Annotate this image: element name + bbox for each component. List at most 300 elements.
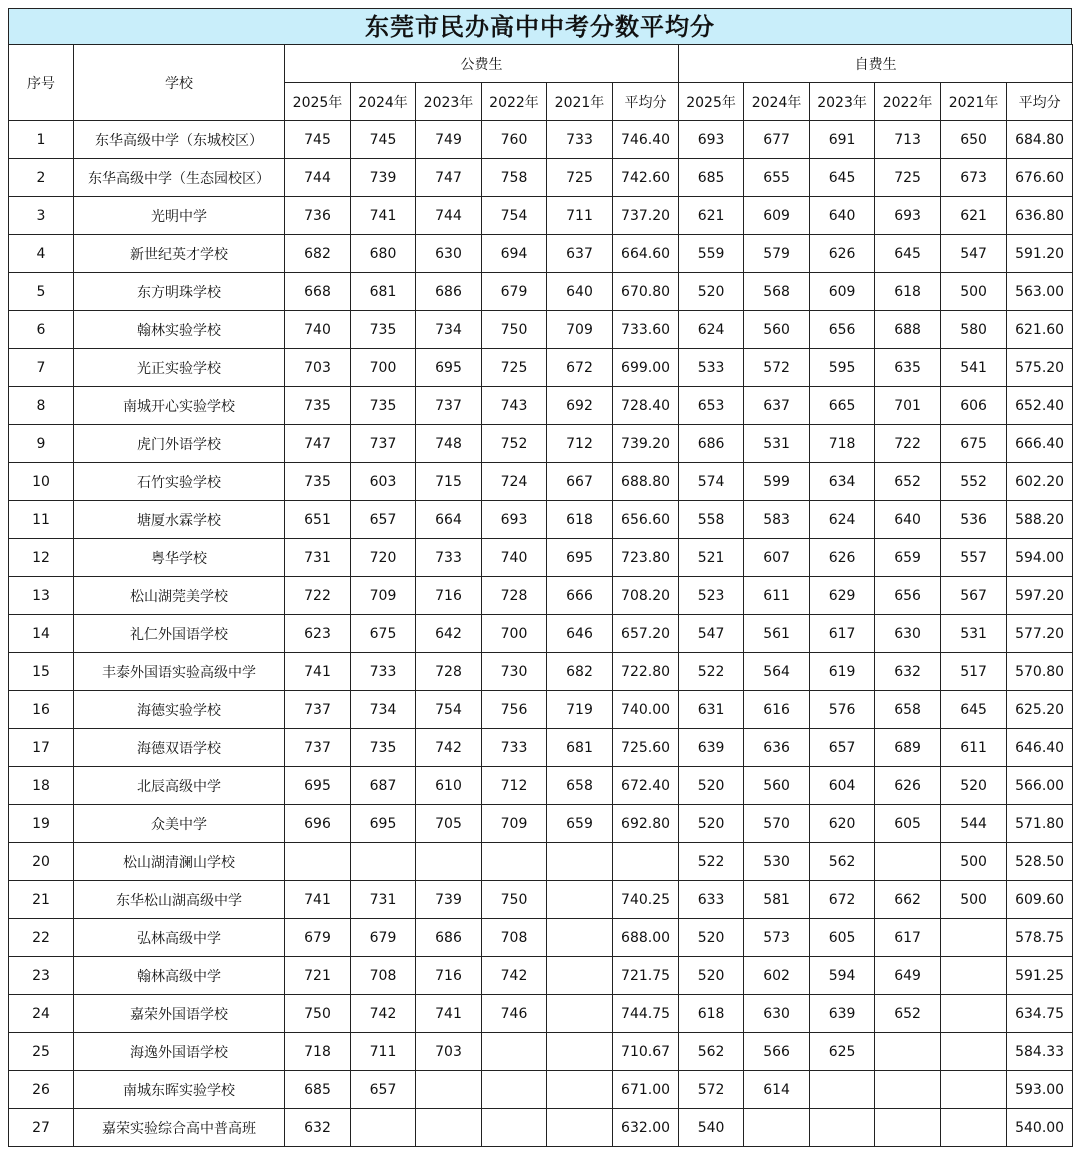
self-score-cell: 631 bbox=[679, 691, 744, 729]
self-score-cell: 591.20 bbox=[1007, 235, 1073, 273]
public-score-cell: 658 bbox=[547, 767, 613, 805]
self-score-cell bbox=[941, 1071, 1007, 1109]
self-score-cell: 713 bbox=[875, 121, 941, 159]
public-score-cell: 632 bbox=[285, 1109, 351, 1147]
self-score-cell: 520 bbox=[679, 919, 744, 957]
self-score-cell: 640 bbox=[875, 501, 941, 539]
row-index: 9 bbox=[9, 425, 74, 463]
public-score-cell: 737 bbox=[285, 729, 351, 767]
row-index: 17 bbox=[9, 729, 74, 767]
self-score-cell: 652 bbox=[875, 995, 941, 1033]
public-score-cell: 725 bbox=[547, 159, 613, 197]
public-score-cell: 724 bbox=[482, 463, 547, 501]
self-score-cell bbox=[875, 843, 941, 881]
self-score-cell: 722 bbox=[875, 425, 941, 463]
public-score-cell: 750 bbox=[285, 995, 351, 1033]
school-name: 海德实验学校 bbox=[74, 691, 285, 729]
table-row bbox=[9, 539, 1073, 577]
self-score-cell: 521 bbox=[679, 539, 744, 577]
self-score-cell: 620 bbox=[810, 805, 875, 843]
self-score-cell: 570.80 bbox=[1007, 653, 1073, 691]
self-score-cell: 688 bbox=[875, 311, 941, 349]
self-score-cell: 541 bbox=[941, 349, 1007, 387]
self-score-cell bbox=[941, 957, 1007, 995]
self-score-cell: 624 bbox=[810, 501, 875, 539]
public-score-cell: 716 bbox=[416, 577, 482, 615]
public-score-cell: 681 bbox=[547, 729, 613, 767]
self-score-cell: 684.80 bbox=[1007, 121, 1073, 159]
public-score-cell: 657.20 bbox=[613, 615, 679, 653]
public-score-cell bbox=[613, 843, 679, 881]
public-score-cell: 679 bbox=[482, 273, 547, 311]
row-index: 25 bbox=[9, 1033, 74, 1071]
header-self-year: 平均分 bbox=[1007, 83, 1073, 121]
self-score-cell: 523 bbox=[679, 577, 744, 615]
public-score-cell: 695 bbox=[416, 349, 482, 387]
self-score-cell: 656 bbox=[810, 311, 875, 349]
public-score-cell: 721.75 bbox=[613, 957, 679, 995]
table-row bbox=[9, 387, 1073, 425]
self-score-cell bbox=[941, 1109, 1007, 1147]
public-score-cell: 721 bbox=[285, 957, 351, 995]
row-index: 19 bbox=[9, 805, 74, 843]
self-score-cell: 597.20 bbox=[1007, 577, 1073, 615]
public-score-cell: 670.80 bbox=[613, 273, 679, 311]
school-name: 弘林高级中学 bbox=[74, 919, 285, 957]
self-score-cell: 522 bbox=[679, 653, 744, 691]
public-score-cell: 746 bbox=[482, 995, 547, 1033]
self-score-cell: 540.00 bbox=[1007, 1109, 1073, 1147]
public-score-cell: 657 bbox=[351, 1071, 416, 1109]
table-row bbox=[9, 121, 1073, 159]
public-score-cell: 742 bbox=[416, 729, 482, 767]
public-score-cell: 733.60 bbox=[613, 311, 679, 349]
self-score-cell: 689 bbox=[875, 729, 941, 767]
self-score-cell: 645 bbox=[875, 235, 941, 273]
self-score-cell: 677 bbox=[744, 121, 810, 159]
self-score-cell: 570 bbox=[744, 805, 810, 843]
self-score-cell: 536 bbox=[941, 501, 1007, 539]
self-score-cell: 672 bbox=[810, 881, 875, 919]
self-score-cell bbox=[875, 1033, 941, 1071]
self-score-cell: 557 bbox=[941, 539, 1007, 577]
self-score-cell: 602 bbox=[744, 957, 810, 995]
self-score-cell bbox=[810, 1109, 875, 1147]
self-score-cell: 576 bbox=[810, 691, 875, 729]
public-score-cell: 750 bbox=[482, 311, 547, 349]
table-title: 东莞市民办高中中考分数平均分 bbox=[8, 8, 1072, 44]
public-score-cell: 754 bbox=[416, 691, 482, 729]
score-table-container bbox=[8, 8, 1072, 1147]
public-score-cell bbox=[547, 843, 613, 881]
public-score-cell: 733 bbox=[482, 729, 547, 767]
self-score-cell: 604 bbox=[810, 767, 875, 805]
school-name: 海逸外国语学校 bbox=[74, 1033, 285, 1071]
self-score-cell: 673 bbox=[941, 159, 1007, 197]
table-row bbox=[9, 577, 1073, 615]
public-score-cell: 728 bbox=[482, 577, 547, 615]
self-score-cell: 602.20 bbox=[1007, 463, 1073, 501]
table-row bbox=[9, 615, 1073, 653]
self-score-cell: 662 bbox=[875, 881, 941, 919]
public-score-cell: 748 bbox=[416, 425, 482, 463]
self-score-cell: 606 bbox=[941, 387, 1007, 425]
table-row bbox=[9, 349, 1073, 387]
row-index: 5 bbox=[9, 273, 74, 311]
public-score-cell: 719 bbox=[547, 691, 613, 729]
self-score-cell: 599 bbox=[744, 463, 810, 501]
public-score-cell: 735 bbox=[351, 729, 416, 767]
public-score-cell bbox=[547, 1071, 613, 1109]
public-score-cell: 710.67 bbox=[613, 1033, 679, 1071]
self-score-cell: 552 bbox=[941, 463, 1007, 501]
row-index: 15 bbox=[9, 653, 74, 691]
public-score-cell: 735 bbox=[351, 311, 416, 349]
public-score-cell: 716 bbox=[416, 957, 482, 995]
table-row bbox=[9, 767, 1073, 805]
self-score-cell: 617 bbox=[810, 615, 875, 653]
school-name: 东华高级中学（生态园校区） bbox=[74, 159, 285, 197]
school-name: 翰林高级中学 bbox=[74, 957, 285, 995]
self-score-cell: 634 bbox=[810, 463, 875, 501]
school-name: 东华松山湖高级中学 bbox=[74, 881, 285, 919]
public-score-cell bbox=[482, 1071, 547, 1109]
public-score-cell: 656.60 bbox=[613, 501, 679, 539]
public-score-cell: 728 bbox=[416, 653, 482, 691]
self-score-cell bbox=[744, 1109, 810, 1147]
header-index: 序号 bbox=[9, 45, 74, 121]
public-score-cell: 734 bbox=[351, 691, 416, 729]
self-score-cell: 626 bbox=[810, 235, 875, 273]
row-index: 4 bbox=[9, 235, 74, 273]
self-score-cell: 577.20 bbox=[1007, 615, 1073, 653]
public-score-cell: 711 bbox=[351, 1033, 416, 1071]
public-score-cell: 680 bbox=[351, 235, 416, 273]
row-index: 3 bbox=[9, 197, 74, 235]
public-score-cell: 664 bbox=[416, 501, 482, 539]
public-score-cell: 731 bbox=[285, 539, 351, 577]
table-row bbox=[9, 1109, 1073, 1147]
table-row bbox=[9, 1033, 1073, 1071]
header-self-year: 2021年 bbox=[941, 83, 1007, 121]
self-score-cell: 560 bbox=[744, 311, 810, 349]
public-score-cell: 739.20 bbox=[613, 425, 679, 463]
self-score-cell: 618 bbox=[679, 995, 744, 1033]
public-score-cell: 668 bbox=[285, 273, 351, 311]
public-score-cell: 695 bbox=[547, 539, 613, 577]
self-score-cell: 611 bbox=[744, 577, 810, 615]
self-score-cell: 583 bbox=[744, 501, 810, 539]
row-index: 13 bbox=[9, 577, 74, 615]
header-self-year: 2024年 bbox=[744, 83, 810, 121]
school-name: 虎门外语学校 bbox=[74, 425, 285, 463]
public-score-cell: 741 bbox=[285, 653, 351, 691]
self-score-cell: 640 bbox=[810, 197, 875, 235]
public-score-cell: 682 bbox=[285, 235, 351, 273]
row-index: 7 bbox=[9, 349, 74, 387]
self-score-cell: 693 bbox=[679, 121, 744, 159]
self-score-cell: 571.80 bbox=[1007, 805, 1073, 843]
table-row bbox=[9, 995, 1073, 1033]
school-name: 新世纪英才学校 bbox=[74, 235, 285, 273]
header-pub-year: 2023年 bbox=[416, 83, 482, 121]
self-score-cell: 659 bbox=[875, 539, 941, 577]
public-score-cell: 725.60 bbox=[613, 729, 679, 767]
public-score-cell: 712 bbox=[482, 767, 547, 805]
row-index: 18 bbox=[9, 767, 74, 805]
self-score-cell: 584.33 bbox=[1007, 1033, 1073, 1071]
self-score-cell: 578.75 bbox=[1007, 919, 1073, 957]
public-score-cell: 722.80 bbox=[613, 653, 679, 691]
self-score-cell: 625.20 bbox=[1007, 691, 1073, 729]
public-score-cell: 681 bbox=[351, 273, 416, 311]
self-score-cell: 656 bbox=[875, 577, 941, 615]
self-score-cell: 520 bbox=[679, 273, 744, 311]
self-score-cell bbox=[810, 1071, 875, 1109]
self-score-cell: 609 bbox=[744, 197, 810, 235]
self-score-cell: 520 bbox=[679, 805, 744, 843]
self-score-cell: 581 bbox=[744, 881, 810, 919]
school-name: 光明中学 bbox=[74, 197, 285, 235]
school-name: 嘉荣外国语学校 bbox=[74, 995, 285, 1033]
school-name: 塘厦水霖学校 bbox=[74, 501, 285, 539]
self-score-cell: 685 bbox=[679, 159, 744, 197]
public-score-cell: 695 bbox=[351, 805, 416, 843]
self-score-cell: 547 bbox=[679, 615, 744, 653]
public-score-cell: 754 bbox=[482, 197, 547, 235]
self-score-cell: 605 bbox=[875, 805, 941, 843]
public-score-cell bbox=[547, 995, 613, 1033]
public-score-cell: 630 bbox=[416, 235, 482, 273]
table-row bbox=[9, 425, 1073, 463]
self-score-cell: 544 bbox=[941, 805, 1007, 843]
self-score-cell: 609.60 bbox=[1007, 881, 1073, 919]
public-score-cell: 708.20 bbox=[613, 577, 679, 615]
public-score-cell: 694 bbox=[482, 235, 547, 273]
self-score-cell: 658 bbox=[875, 691, 941, 729]
row-index: 24 bbox=[9, 995, 74, 1033]
public-score-cell: 687 bbox=[351, 767, 416, 805]
public-score-cell: 735 bbox=[351, 387, 416, 425]
self-score-cell: 568 bbox=[744, 273, 810, 311]
public-score-cell: 659 bbox=[547, 805, 613, 843]
header-school: 学校 bbox=[74, 45, 285, 121]
self-score-cell: 572 bbox=[744, 349, 810, 387]
school-name: 嘉荣实验综合高中普高班 bbox=[74, 1109, 285, 1147]
public-score-cell bbox=[482, 843, 547, 881]
public-score-cell: 699.00 bbox=[613, 349, 679, 387]
self-score-cell: 562 bbox=[810, 843, 875, 881]
public-score-cell: 700 bbox=[351, 349, 416, 387]
table-row bbox=[9, 501, 1073, 539]
public-score-cell bbox=[547, 1109, 613, 1147]
public-score-cell: 712 bbox=[547, 425, 613, 463]
header-pub-year: 2024年 bbox=[351, 83, 416, 121]
public-score-cell bbox=[482, 1033, 547, 1071]
row-index: 26 bbox=[9, 1071, 74, 1109]
self-score-cell: 665 bbox=[810, 387, 875, 425]
public-score-cell: 747 bbox=[285, 425, 351, 463]
public-score-cell: 739 bbox=[351, 159, 416, 197]
self-score-cell: 653 bbox=[679, 387, 744, 425]
self-score-cell: 636.80 bbox=[1007, 197, 1073, 235]
self-score-cell: 567 bbox=[941, 577, 1007, 615]
table-row bbox=[9, 729, 1073, 767]
public-score-cell: 728.40 bbox=[613, 387, 679, 425]
table-row bbox=[9, 159, 1073, 197]
public-score-cell: 749 bbox=[416, 121, 482, 159]
self-score-cell: 595 bbox=[810, 349, 875, 387]
self-score-cell: 616 bbox=[744, 691, 810, 729]
self-score-cell: 718 bbox=[810, 425, 875, 463]
self-score-cell: 559 bbox=[679, 235, 744, 273]
school-name: 翰林实验学校 bbox=[74, 311, 285, 349]
self-score-cell bbox=[875, 1109, 941, 1147]
public-score-cell: 708 bbox=[482, 919, 547, 957]
public-score-cell: 651 bbox=[285, 501, 351, 539]
public-score-cell: 703 bbox=[285, 349, 351, 387]
public-score-cell: 740.25 bbox=[613, 881, 679, 919]
public-score-cell: 657 bbox=[351, 501, 416, 539]
public-score-cell: 705 bbox=[416, 805, 482, 843]
row-index: 20 bbox=[9, 843, 74, 881]
self-score-cell: 611 bbox=[941, 729, 1007, 767]
self-score-cell: 560 bbox=[744, 767, 810, 805]
public-score-cell: 686 bbox=[416, 273, 482, 311]
public-score-cell: 743 bbox=[482, 387, 547, 425]
public-score-cell bbox=[285, 843, 351, 881]
school-name: 丰泰外国语实验高级中学 bbox=[74, 653, 285, 691]
table-row bbox=[9, 653, 1073, 691]
self-score-cell: 594.00 bbox=[1007, 539, 1073, 577]
public-score-cell: 709 bbox=[482, 805, 547, 843]
public-score-cell: 682 bbox=[547, 653, 613, 691]
self-score-cell: 621.60 bbox=[1007, 311, 1073, 349]
table-row bbox=[9, 957, 1073, 995]
public-score-cell: 737 bbox=[285, 691, 351, 729]
self-score-cell: 574 bbox=[679, 463, 744, 501]
self-score-cell: 645 bbox=[941, 691, 1007, 729]
self-score-cell: 540 bbox=[679, 1109, 744, 1147]
self-score-cell: 655 bbox=[744, 159, 810, 197]
header-self-group: 自费生 bbox=[679, 45, 1073, 83]
public-score-cell: 731 bbox=[351, 881, 416, 919]
self-score-cell: 626 bbox=[875, 767, 941, 805]
self-score-cell: 563.00 bbox=[1007, 273, 1073, 311]
self-score-cell: 619 bbox=[810, 653, 875, 691]
self-score-cell: 657 bbox=[810, 729, 875, 767]
table-row bbox=[9, 311, 1073, 349]
row-index: 22 bbox=[9, 919, 74, 957]
self-score-cell: 625 bbox=[810, 1033, 875, 1071]
school-name: 光正实验学校 bbox=[74, 349, 285, 387]
self-score-cell: 558 bbox=[679, 501, 744, 539]
self-score-cell: 691 bbox=[810, 121, 875, 159]
self-score-cell bbox=[941, 919, 1007, 957]
table-row bbox=[9, 919, 1073, 957]
self-score-cell: 573 bbox=[744, 919, 810, 957]
public-score-cell: 632.00 bbox=[613, 1109, 679, 1147]
public-score-cell: 688.00 bbox=[613, 919, 679, 957]
table-header bbox=[9, 45, 1073, 121]
self-score-cell: 517 bbox=[941, 653, 1007, 691]
self-score-cell: 630 bbox=[744, 995, 810, 1033]
self-score-cell: 522 bbox=[679, 843, 744, 881]
row-index: 11 bbox=[9, 501, 74, 539]
self-score-cell: 594 bbox=[810, 957, 875, 995]
public-score-cell: 646 bbox=[547, 615, 613, 653]
public-score-cell: 610 bbox=[416, 767, 482, 805]
self-score-cell: 562 bbox=[679, 1033, 744, 1071]
public-score-cell: 700 bbox=[482, 615, 547, 653]
public-score-cell: 722 bbox=[285, 577, 351, 615]
public-score-cell bbox=[351, 1109, 416, 1147]
public-score-cell: 734 bbox=[416, 311, 482, 349]
self-score-cell: 605 bbox=[810, 919, 875, 957]
public-score-cell: 736 bbox=[285, 197, 351, 235]
self-score-cell: 520 bbox=[941, 767, 1007, 805]
self-score-cell: 686 bbox=[679, 425, 744, 463]
self-score-cell: 639 bbox=[810, 995, 875, 1033]
self-score-cell: 531 bbox=[941, 615, 1007, 653]
header-self-year: 2023年 bbox=[810, 83, 875, 121]
public-score-cell: 733 bbox=[547, 121, 613, 159]
self-score-cell: 500 bbox=[941, 273, 1007, 311]
self-score-cell: 676.60 bbox=[1007, 159, 1073, 197]
self-score-cell: 528.50 bbox=[1007, 843, 1073, 881]
header-self-year: 2025年 bbox=[679, 83, 744, 121]
public-score-cell: 672 bbox=[547, 349, 613, 387]
row-index: 1 bbox=[9, 121, 74, 159]
public-score-cell: 733 bbox=[351, 653, 416, 691]
public-score-cell: 623 bbox=[285, 615, 351, 653]
self-score-cell: 618 bbox=[875, 273, 941, 311]
table-row bbox=[9, 463, 1073, 501]
self-score-cell: 547 bbox=[941, 235, 1007, 273]
public-score-cell: 692 bbox=[547, 387, 613, 425]
school-name: 南城开心实验学校 bbox=[74, 387, 285, 425]
public-score-cell bbox=[482, 1109, 547, 1147]
public-score-cell: 711 bbox=[547, 197, 613, 235]
public-score-cell: 603 bbox=[351, 463, 416, 501]
row-index: 16 bbox=[9, 691, 74, 729]
public-score-cell: 744.75 bbox=[613, 995, 679, 1033]
public-score-cell: 730 bbox=[482, 653, 547, 691]
public-score-cell bbox=[547, 881, 613, 919]
public-score-cell: 741 bbox=[416, 995, 482, 1033]
self-score-cell: 633 bbox=[679, 881, 744, 919]
public-score-cell: 742 bbox=[351, 995, 416, 1033]
self-score-cell: 701 bbox=[875, 387, 941, 425]
public-score-cell: 692.80 bbox=[613, 805, 679, 843]
public-score-cell: 709 bbox=[351, 577, 416, 615]
public-score-cell bbox=[547, 1033, 613, 1071]
school-name: 石竹实验学校 bbox=[74, 463, 285, 501]
public-score-cell: 744 bbox=[416, 197, 482, 235]
table-body bbox=[9, 121, 1073, 1147]
table-row bbox=[9, 881, 1073, 919]
self-score-cell: 621 bbox=[941, 197, 1007, 235]
table-row bbox=[9, 1071, 1073, 1109]
table-row bbox=[9, 273, 1073, 311]
self-score-cell bbox=[875, 1071, 941, 1109]
self-score-cell: 725 bbox=[875, 159, 941, 197]
public-score-cell bbox=[416, 1109, 482, 1147]
public-score-cell: 735 bbox=[285, 463, 351, 501]
public-score-cell: 737 bbox=[351, 425, 416, 463]
public-score-cell: 758 bbox=[482, 159, 547, 197]
row-index: 23 bbox=[9, 957, 74, 995]
